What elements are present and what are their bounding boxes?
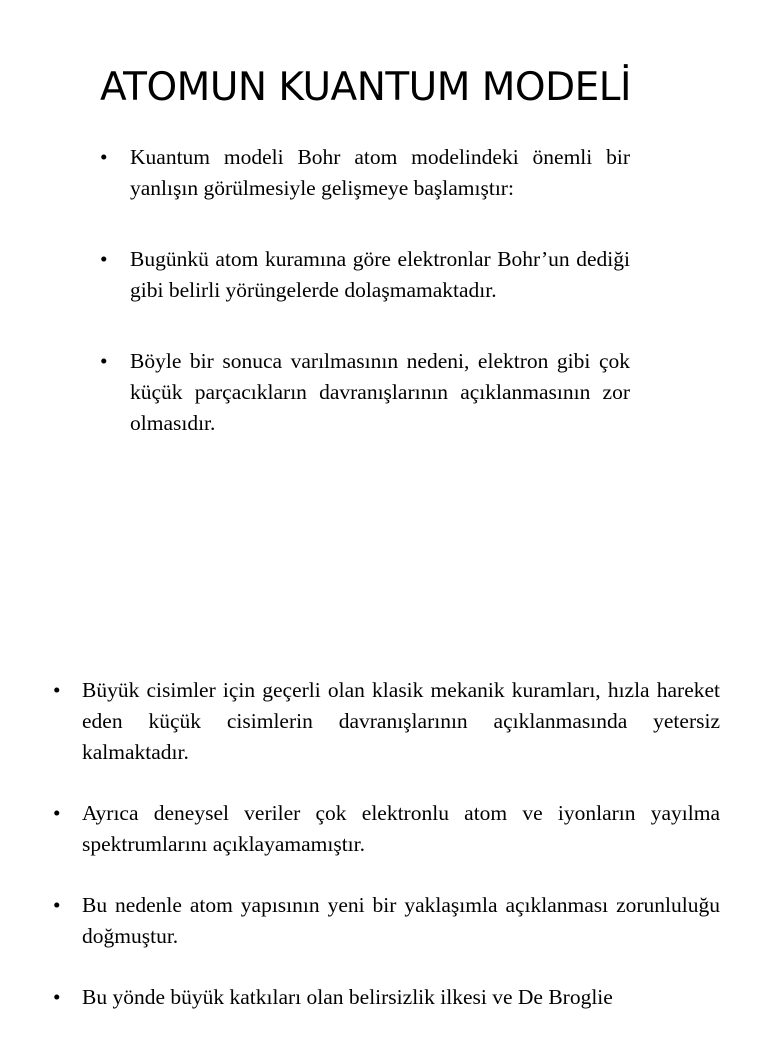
list-item-text: Büyük cisimler için geçerli olan klasik mekanik kuramları, hızla hareket eden küçük cisimlerin davranışlarının açıklanmasında yetersiz kalmaktadır. (82, 678, 720, 764)
list-item (51, 675, 720, 768)
list-item-text: Ayrıca deneysel veriler çok elektronlu atom ve iyonların yayılma spektrumlarını açıklayamamıştır. (82, 801, 720, 856)
list-item (100, 142, 630, 204)
list-item (100, 244, 630, 306)
list-item (51, 890, 720, 952)
list-item-text: Bu nedenle atom yapısının yeni bir yaklaşımla açıklanması zorunluluğu doğmuştur. (82, 893, 720, 948)
list-item-text: Bu yönde büyük katkıları olan belirsizlik ilkesi ve De Broglie (82, 985, 613, 1009)
bullet-icon: • (100, 145, 108, 169)
bullet-icon: • (100, 349, 108, 373)
list-item-text: Kuantum modeli Bohr atom modelindeki önemli bir yanlışın görülmesiyle gelişmeye başlamıştır: (130, 145, 630, 200)
upper-bullet-list (100, 142, 630, 479)
list-item (100, 346, 630, 439)
list-item-text: Böyle bir sonuca varılmasının nedeni, elektron gibi çok küçük parçacıkların davranışlarının açıklanmasının zor olmasıdır. (130, 349, 630, 435)
list-item (51, 798, 720, 860)
bullet-icon: • (100, 247, 108, 271)
lower-bullet-list (51, 675, 720, 1043)
list-item (51, 982, 720, 1013)
bullet-icon: • (53, 893, 61, 917)
bullet-icon: • (53, 678, 61, 702)
page-title: ATOMUN KUANTUM MODELİ (100, 65, 632, 110)
bullet-icon: • (53, 985, 61, 1009)
list-item-text: Bugünkü atom kuramına göre elektronlar Bohr’un dediği gibi belirli yörüngelerde dolaşmamaktadır. (130, 247, 630, 302)
bullet-icon: • (53, 801, 61, 825)
